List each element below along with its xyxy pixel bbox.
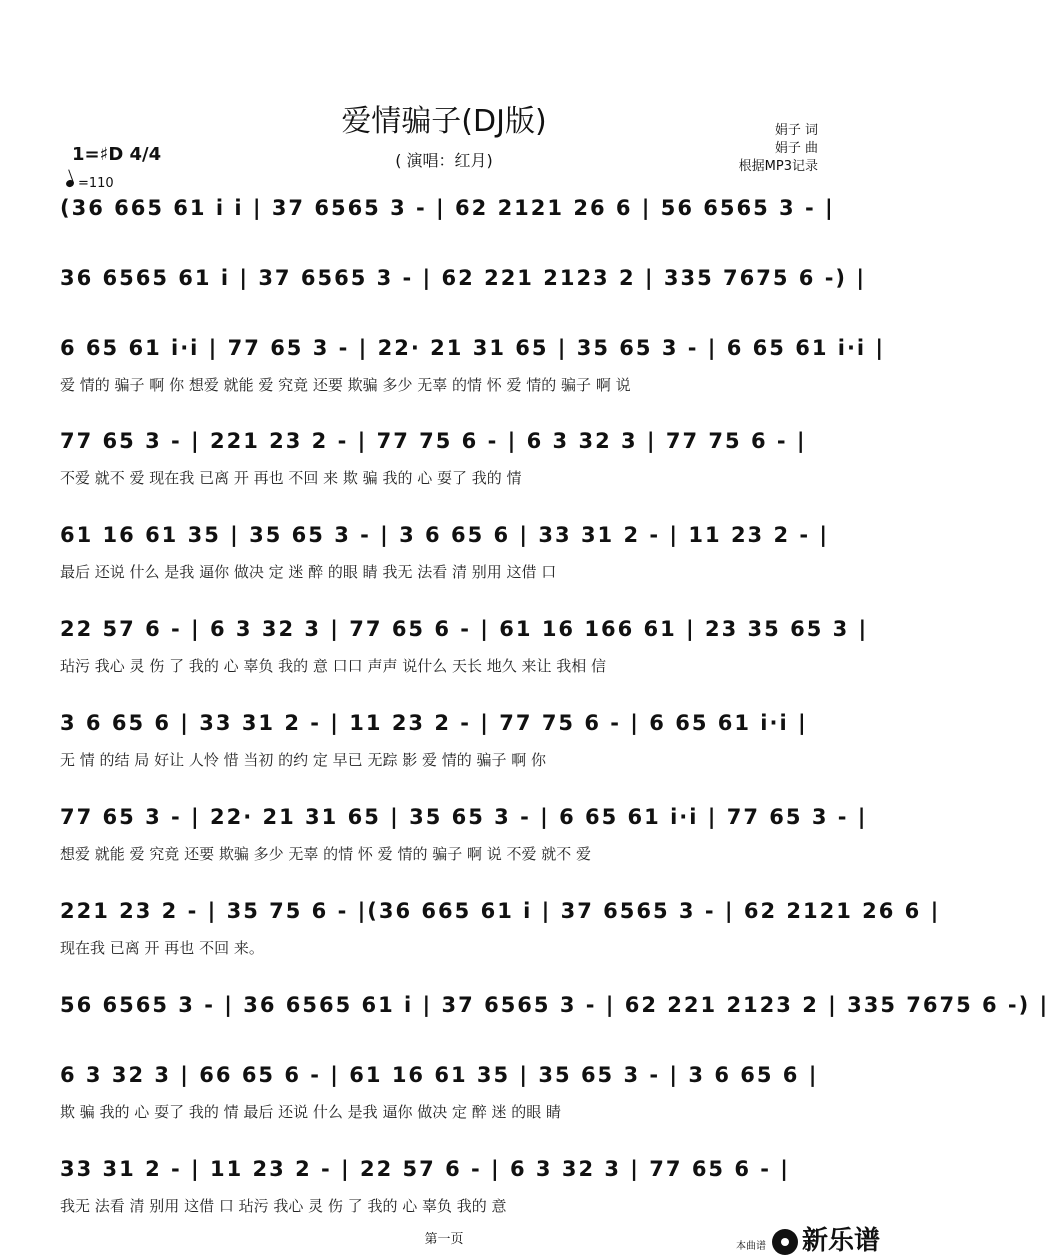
lyric-line: 现在我 已离 开 再也 不回 来。 — [60, 939, 264, 957]
notation-line: 6 3 32 3 | 66 65 6 - | 61 16 61 35 | 35 65 3 - | 3 6 65 6 | — [60, 1063, 819, 1087]
lyric-line: 爱 情的 骗子 啊 你 想爱 就能 爱 究竟 还要 欺骗 多少 无辜 的情 怀 爱 情的 骗子 啊 说 — [60, 376, 631, 394]
score-system-6 — [60, 617, 869, 675]
score-system-2 — [60, 266, 867, 324]
lyric-line: 想爱 就能 爱 究竟 还要 欺骗 多少 无辜 的情 怀 爱 情的 骗子 啊 说 不爱 就不 爱 — [60, 845, 592, 863]
lyric-line: 欺 骗 我的 心 耍了 我的 情 最后 还说 什么 是我 逼你 做决 定 醉 迷 的眼 睛 — [60, 1103, 562, 1121]
key-signature: 1=♯D 4/4 — [72, 144, 162, 165]
lyric-line: 最后 还说 什么 是我 逼你 做决 定 迷 醉 的眼 睛 我无 法看 清 别用 这借 口 — [60, 563, 557, 581]
score-system-1 — [60, 196, 835, 254]
credits — [739, 122, 818, 176]
source-note: 根据MP3记录 — [738, 159, 818, 174]
score-system-12 — [60, 1157, 835, 1215]
singer-credit: ( 演唱：红月) — [395, 151, 493, 170]
lyric-line — [60, 1031, 835, 1051]
score-system-11 — [60, 1063, 835, 1121]
site-brand[interactable] — [736, 1220, 880, 1257]
score-system-7 — [60, 711, 835, 769]
song-title: 爱情骗子(DJ版) — [341, 104, 547, 139]
score-system-9 — [60, 899, 941, 957]
lyric-line: 玷污 我心 灵 伤 了 我的 心 辜负 我的 意 口口 声声 说什么 天长 地久 来让 我相 信 — [60, 657, 607, 675]
composer-credit: 娟子 曲 — [774, 141, 818, 156]
lyric-line — [60, 304, 835, 324]
lyricist-credit: 娟子 词 — [774, 123, 818, 138]
notation-line: 77 65 3 - | 221 23 2 - | 77 75 6 - | 6 3 32 3 | 77 75 6 - | — [60, 429, 807, 453]
vinyl-record-icon — [772, 1229, 798, 1255]
score-system-3 — [60, 336, 886, 394]
notation-line: 36 6565 61 i | 37 6565 3 - | 62 221 2123 2 | 335 7675 6 -) | — [60, 266, 867, 290]
score-system-5 — [60, 523, 835, 581]
notation-line: 3 6 65 6 | 33 31 2 - | 11 23 2 - | 77 75 6 - | 6 65 61 i·i | — [60, 711, 808, 735]
lyric-line: 我无 法看 清 别用 这借 口 玷污 我心 灵 伤 了 我的 心 辜负 我的 意 — [60, 1197, 507, 1215]
site-name: 新乐谱 — [801, 1226, 880, 1256]
notation-line: 33 31 2 - | 11 23 2 - | 22 57 6 - | 6 3 32 3 | 77 65 6 - | — [60, 1157, 790, 1181]
lyric-line: 无 情 的结 局 好让 人怜 惜 当初 的约 定 早已 无踪 影 爱 情的 骗子 啊 你 — [60, 751, 547, 769]
notation-line: 61 16 61 35 | 35 65 3 - | 3 6 65 6 | 33 31 2 - | 11 23 2 - | — [60, 523, 830, 547]
tempo-marking — [66, 176, 114, 191]
notation-line: 22 57 6 - | 6 3 32 3 | 77 65 6 - | 61 16 166 61 | 23 35 65 3 | — [60, 617, 869, 641]
notation-line: 6 65 61 i·i | 77 65 3 - | 22· 21 31 65 | 35 65 3 - | 6 65 61 i·i | — [60, 336, 886, 360]
notation-line: 221 23 2 - | 35 75 6 - |(36 665 61 i | 37 6565 3 - | 62 2121 26 6 | — [60, 899, 941, 923]
site-prefix: 本曲谱 — [735, 1241, 766, 1252]
notation-line: (36 665 61 i i | 37 6565 3 - | 62 2121 26 6 | 56 6565 3 - | — [60, 196, 835, 220]
lyric-line — [60, 234, 835, 254]
score-system-10 — [60, 993, 1049, 1051]
quarter-note-icon — [65, 179, 75, 188]
notation-line: 77 65 3 - | 22· 21 31 65 | 35 65 3 - | 6 65 61 i·i | 77 65 3 - | — [60, 805, 868, 829]
score-system-8 — [60, 805, 868, 863]
tempo-value: =110 — [78, 176, 114, 191]
page-number: 第一页 — [424, 1232, 464, 1247]
score-system-4 — [60, 429, 835, 487]
notation-line: 56 6565 3 - | 36 6565 61 i | 37 6565 3 - | 62 221 2123 2 | 335 7675 6 -) | — [60, 993, 1049, 1017]
lyric-line: 不爱 就不 爱 现在我 已离 开 再也 不回 来 欺 骗 我的 心 耍了 我的 情 — [60, 469, 522, 487]
